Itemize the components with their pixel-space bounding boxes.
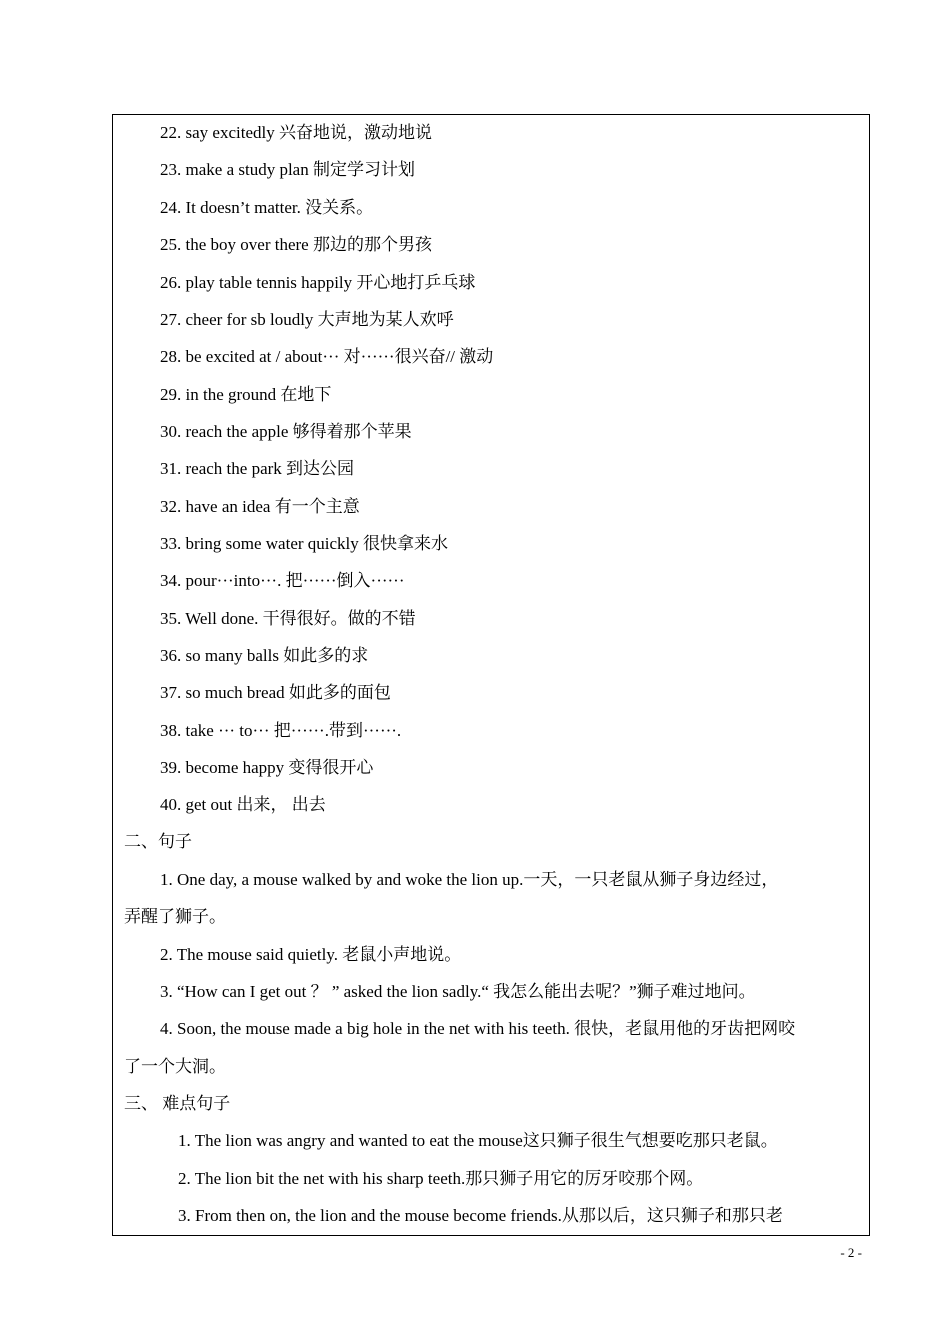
vocab-item: 32. have an idea 有一个主意 [160, 497, 360, 516]
vocab-item: 29. in the ground 在地下 [160, 385, 332, 404]
page-number: - 2 - [840, 1245, 862, 1260]
section-heading-hard-sentences: 三、 难点句子 [124, 1094, 231, 1113]
sentence-3: 3. “How can I get out ？ ” asked the lion sadly.“ 我怎么能出去呢？”狮子难过地问。 [160, 982, 756, 1001]
vocab-item: 28. be excited at / about··· 对······很兴奋// 激动 [160, 347, 494, 366]
vocab-item: 39. become happy 变得很开心 [160, 758, 374, 777]
vocab-item: 25. the boy over there 那边的那个男孩 [160, 235, 432, 254]
hard-sentence-3: 3. From then on, the lion and the mouse become friends.从那以后，这只狮子和那只老 [178, 1206, 783, 1225]
vocab-item: 33. bring some water quickly 很快拿来水 [160, 534, 449, 553]
vocab-item: 26. play table tennis happily 开心地打乒乓球 [160, 273, 476, 292]
vocab-item: 34. pour···into···. 把······倒入······ [160, 571, 405, 590]
hard-sentence-2: 2. The lion bit the net with his sharp teeth.那只狮子用它的厉牙咬那个网。 [178, 1169, 704, 1188]
vocab-item: 27. cheer for sb loudly 大声地为某人欢呼 [160, 310, 454, 329]
sentence-1: 1. One day, a mouse walked by and woke the lion up.一天，一只老鼠从狮子身边经过， [160, 870, 779, 889]
vocab-item: 38. take ··· to··· 把······.带到······. [160, 721, 402, 740]
vocab-item: 22. say excitedly 兴奋地说，激动地说 [160, 123, 432, 142]
vocab-item: 30. reach the apple 够得着那个苹果 [160, 422, 412, 441]
vocab-item: 40. get out 出来， 出去 [160, 795, 326, 814]
vocab-item: 36. so many balls 如此多的求 [160, 646, 369, 665]
vocab-item: 23. make a study plan 制定学习计划 [160, 160, 415, 179]
sentence-4-continued: 了一个大洞。 [124, 1057, 226, 1076]
vocab-item: 35. Well done. 干得很好。做的不错 [160, 609, 416, 628]
vocab-item: 31. reach the park 到达公园 [160, 459, 355, 478]
sentence-2: 2. The mouse said quietly. 老鼠小声地说。 [160, 945, 462, 964]
section-heading-sentences: 二、句子 [124, 832, 192, 851]
sentence-4: 4. Soon, the mouse made a big hole in the net with his teeth. 很快，老鼠用他的牙齿把网咬 [160, 1019, 796, 1038]
hard-sentence-1: 1. The lion was angry and wanted to eat the mouse这只狮子很生气想要吃那只老鼠。 [178, 1131, 778, 1150]
vocab-item: 37. so much bread 如此多的面包 [160, 683, 391, 702]
sentence-1-continued: 弄醒了狮子。 [124, 907, 226, 926]
vocab-item: 24. It doesn’t matter. 没关系。 [160, 198, 374, 217]
